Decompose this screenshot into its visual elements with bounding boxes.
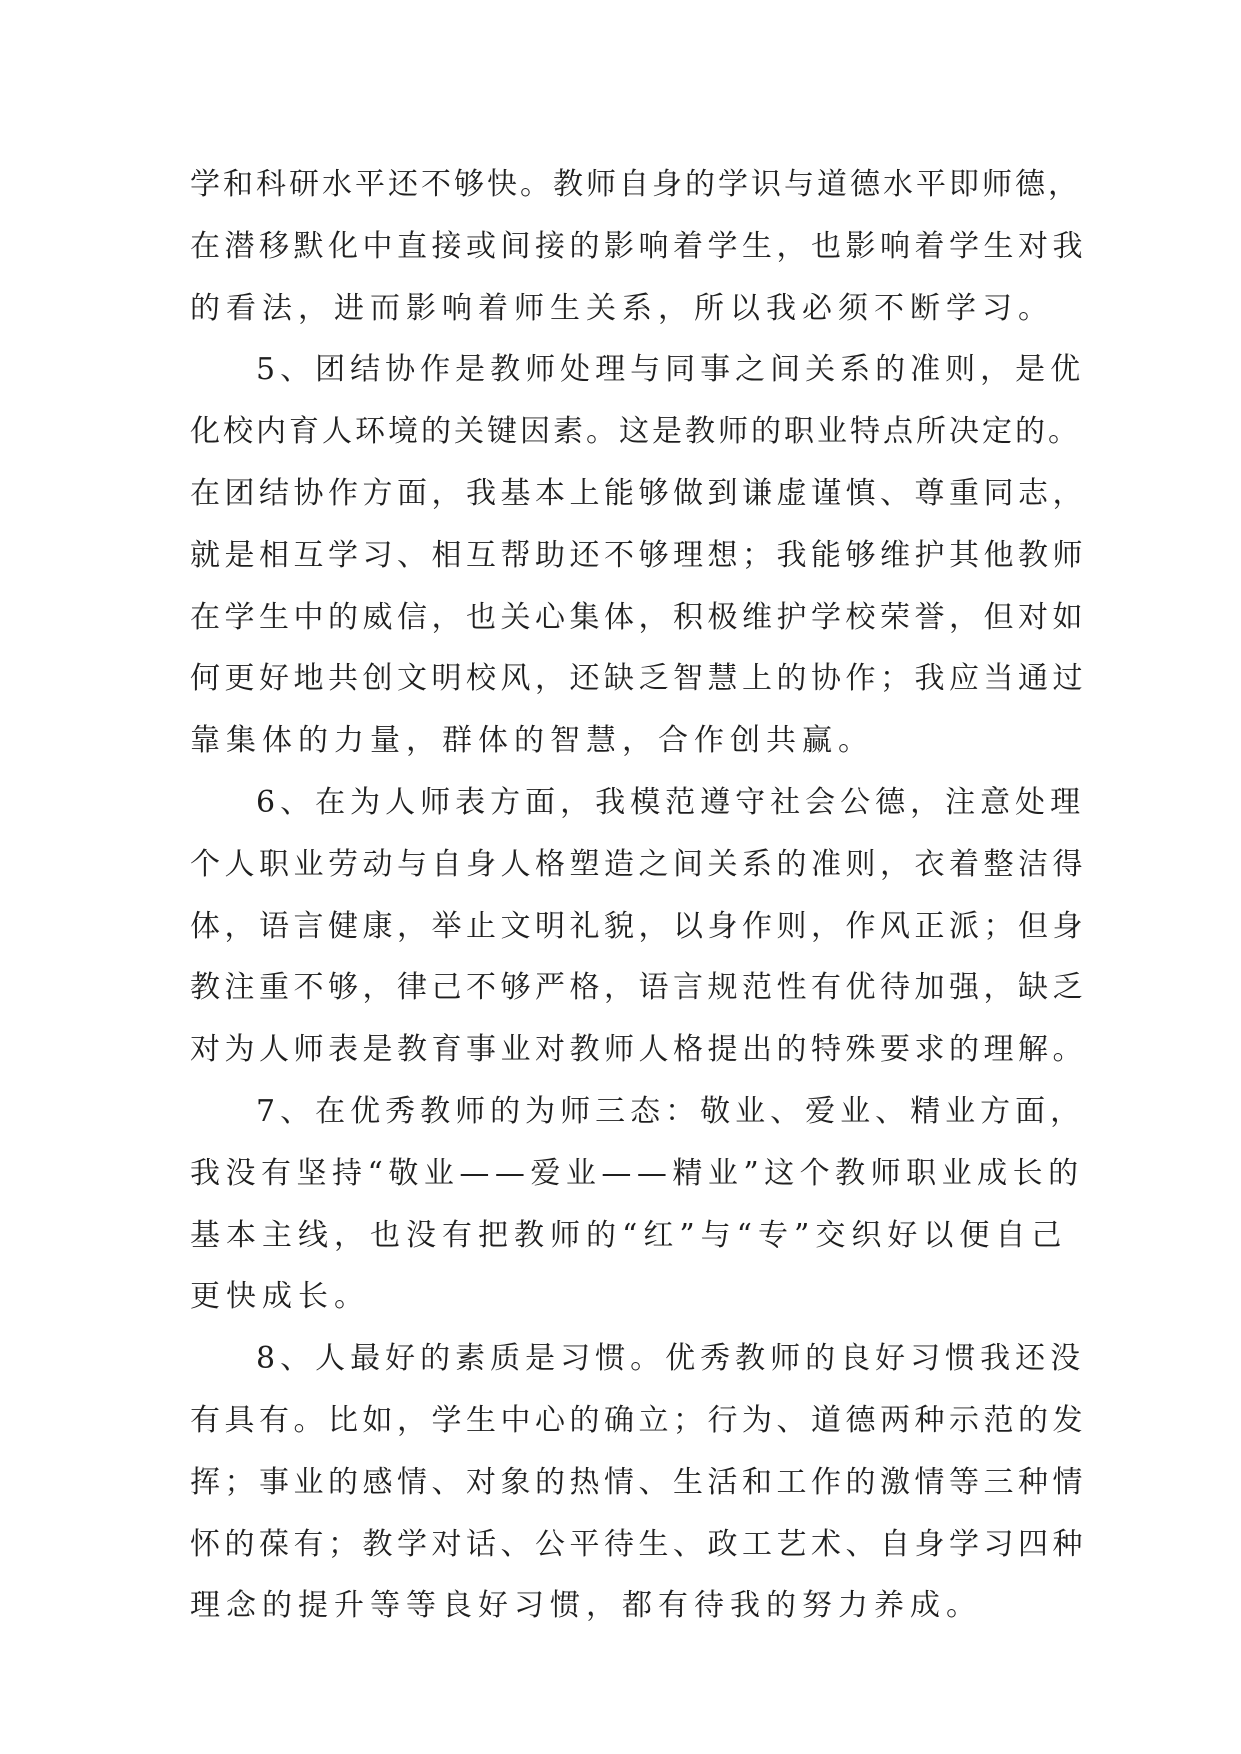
text-line: 靠集体的力量，群体的智慧，合作创共赢。 [190,723,874,759]
text-line: 学和科研水平还不够快。教师自身的学识与道德水平即师德， [190,167,1081,202]
text-line: 教注重不够，律己不够严格，语言规范性有优待加强，缺乏 [190,970,1087,1006]
text-line: 对为人师表是教育事业对教师人格提出的特殊要求的理解。 [190,1032,1087,1068]
text-line: 基本主线，也没有把教师的“红”与“专”交织好以便自己 [190,1217,1068,1253]
text-line: 体，语言健康，举止文明礼貌，以身作则，作风正派；但身 [190,908,1087,944]
text-line: 更快成长。 [190,1279,370,1315]
text-line: 何更好地共创文明校风，还缺乏智慧上的协作；我应当通过 [190,661,1087,697]
text-line: 有具有。比如，学生中心的确立；行为、道德两种示范的发 [190,1402,1087,1438]
document-body [190,154,1090,1637]
text-line: 在学生中的威信，也关心集体，积极维护学校荣誉，但对如 [190,599,1087,635]
text-line: 在潜移默化中直接或间接的影响着学生，也影响着学生对我 [190,228,1087,264]
text-line: 挥；事业的感情、对象的热情、生活和工作的激情等三种情 [190,1464,1087,1500]
text-line: 化校内育人环境的关键因素。这是教师的职业特点所决定的。 [190,414,1081,450]
paragraph-5-start: 5、团结协作是教师处理与同事之间关系的准则，是优 [256,352,1086,388]
paragraph-7-start: 7、在优秀教师的为师三态：敬业、爱业、精业方面， [256,1093,1086,1129]
text-line: 怀的葆有；教学对话、公平待生、政工艺术、自身学习四种 [190,1526,1087,1562]
text-line: 个人职业劳动与自身人格塑造之间关系的准则，衣着整洁得 [190,846,1087,882]
text-line: 理念的提升等等良好习惯，都有待我的努力养成。 [190,1588,982,1624]
paragraph-6-start: 6、在为人师表方面，我模范遵守社会公德，注意处理 [256,784,1086,820]
text-line: 就是相互学习、相互帮助还不够理想；我能够维护其他教师 [190,537,1087,573]
text-line: 我没有坚持“敬业——爱业——精业”这个教师职业成长的 [190,1155,1084,1191]
text-line: 的看法，进而影响着师生关系，所以我必须不断学习。 [190,290,1054,326]
text-line: 在团结协作方面，我基本上能够做到谦虚谨慎、尊重同志， [190,475,1087,511]
paragraph-8-start: 8、人最好的素质是习惯。优秀教师的良好习惯我还没 [256,1341,1086,1377]
